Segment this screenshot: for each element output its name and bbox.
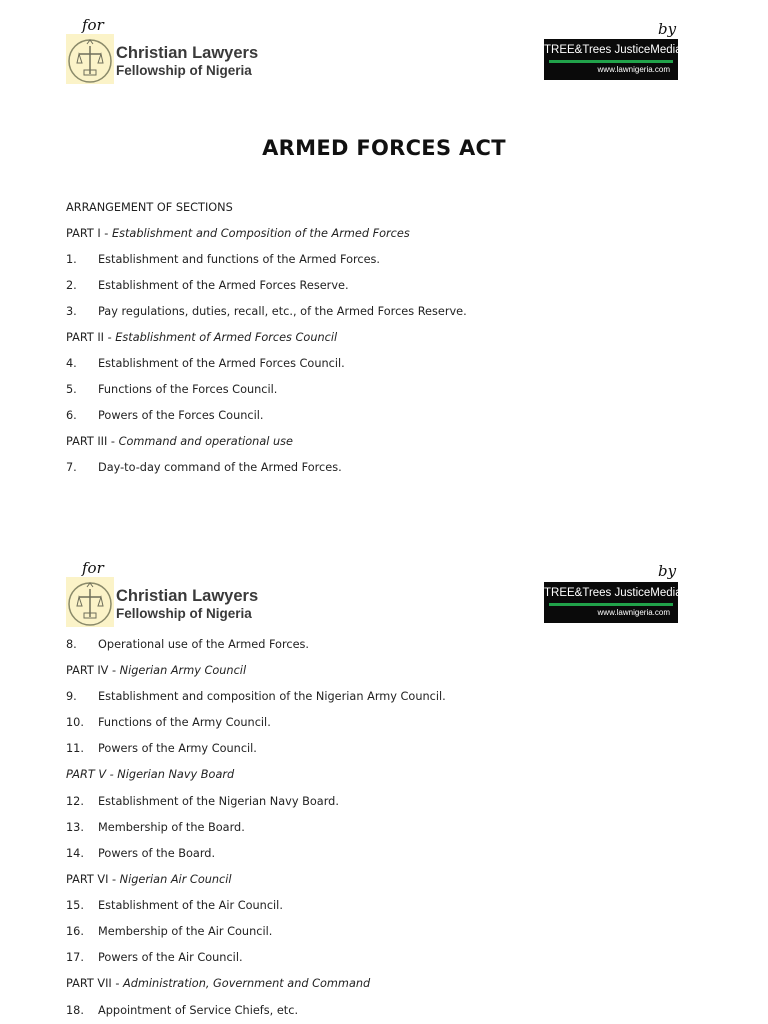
- section-number: 10.: [66, 716, 84, 729]
- section-item: [66, 925, 272, 939]
- document-title: ARMED FORCES ACT: [262, 136, 506, 160]
- justicemedia-logo: [544, 39, 682, 80]
- section-text: Appointment of Service Chiefs, etc.: [98, 1004, 299, 1017]
- part-heading: [66, 977, 370, 991]
- section-text: Membership of the Board.: [98, 821, 245, 834]
- section-item: [66, 279, 349, 293]
- section-item: [66, 357, 345, 371]
- section-number: 15.: [66, 899, 84, 912]
- christian-lawyers-logo: [66, 34, 266, 90]
- media-title: TREE&Trees JusticeMedia: [544, 587, 682, 599]
- section-number: 18.: [66, 1004, 84, 1017]
- org-name-line2: Fellowship of Nigeria: [116, 63, 252, 78]
- section-item: [66, 383, 277, 397]
- media-url: www.lawnigeria.com: [597, 608, 670, 617]
- part-title: Command and operational use: [118, 435, 293, 448]
- part-prefix: PART III -: [66, 435, 119, 448]
- section-text: Powers of the Air Council.: [98, 951, 243, 964]
- part-title: Establishment of Armed Forces Council: [115, 331, 338, 344]
- section-text: Functions of the Forces Council.: [98, 383, 278, 396]
- section-number: 8.: [66, 638, 77, 651]
- section-text: Pay regulations, duties, recall, etc., of the Armed Forces Reserve.: [98, 305, 467, 318]
- section-text: Powers of the Forces Council.: [98, 409, 264, 422]
- section-item: [66, 742, 257, 756]
- org-name-line1: Christian Lawyers: [116, 587, 259, 605]
- section-number: 17.: [66, 951, 84, 964]
- section-item: [66, 461, 342, 475]
- justicemedia-logo: [544, 582, 682, 623]
- section-item: [66, 847, 215, 861]
- section-text: Functions of the Army Council.: [98, 716, 271, 729]
- section-number: 11.: [66, 742, 84, 755]
- media-title: TREE&Trees JusticeMedia: [544, 44, 682, 56]
- section-item: [66, 795, 339, 809]
- part-heading: [66, 664, 246, 678]
- section-text: Establishment and functions of the Armed Forces.: [98, 253, 381, 266]
- section-number: 6.: [66, 409, 77, 422]
- part-heading: [66, 435, 293, 449]
- scales-of-justice-icon: [66, 577, 114, 627]
- section-text: Operational use of the Armed Forces.: [98, 638, 309, 651]
- part-title: Administration, Government and Command: [123, 977, 371, 990]
- by-label: by: [658, 20, 677, 38]
- part-title: Nigerian Army Council: [119, 664, 247, 677]
- christian-lawyers-logo: [66, 577, 266, 633]
- part-title: Establishment and Composition of the Armed Forces: [111, 227, 410, 240]
- section-text: Day-to-day command of the Armed Forces.: [98, 461, 342, 474]
- section-number: 4.: [66, 357, 77, 370]
- part-heading: [66, 873, 232, 887]
- section-number: 1.: [66, 253, 77, 266]
- part-heading: PART V - Nigerian Navy Board: [66, 768, 235, 781]
- section-text: Powers of the Board.: [98, 847, 216, 860]
- section-text: Establishment of the Nigerian Navy Board.: [98, 795, 339, 808]
- org-name-line2: Fellowship of Nigeria: [116, 606, 252, 621]
- org-name-line1: Christian Lawyers: [116, 44, 259, 62]
- part-heading: [66, 331, 337, 345]
- part-prefix: PART II -: [66, 331, 116, 344]
- for-label: for: [82, 16, 104, 34]
- part-prefix: PART I -: [66, 227, 112, 240]
- section-number: 2.: [66, 279, 77, 292]
- section-item: [66, 253, 380, 267]
- section-number: 7.: [66, 461, 77, 474]
- part-prefix: PART VI -: [66, 873, 120, 886]
- section-number: 5.: [66, 383, 77, 396]
- part-heading: [66, 227, 410, 241]
- media-bar: [549, 60, 673, 63]
- section-item: [66, 690, 446, 704]
- section-item: [66, 899, 283, 913]
- section-item: [66, 305, 467, 319]
- section-text: Powers of the Army Council.: [98, 742, 257, 755]
- media-url: www.lawnigeria.com: [597, 65, 670, 74]
- section-item: [66, 716, 271, 730]
- media-bar: [549, 603, 673, 606]
- section-text: Establishment of the Armed Forces Reserve.: [98, 279, 349, 292]
- by-label: by: [658, 562, 677, 580]
- section-text: Establishment of the Armed Forces Council.: [98, 357, 345, 370]
- section-item: [66, 638, 309, 652]
- section-number: 13.: [66, 821, 84, 834]
- part-prefix: PART IV -: [66, 664, 120, 677]
- section-number: 14.: [66, 847, 84, 860]
- part-prefix: PART VII -: [66, 977, 123, 990]
- section-number: 16.: [66, 925, 84, 938]
- section-text: Establishment and composition of the Nigerian Army Council.: [98, 690, 446, 703]
- section-text: Membership of the Air Council.: [98, 925, 273, 938]
- section-text: Establishment of the Air Council.: [98, 899, 283, 912]
- section-item: [66, 409, 263, 423]
- section-number: 12.: [66, 795, 84, 808]
- section-number: 3.: [66, 305, 77, 318]
- section-item: [66, 1004, 298, 1018]
- scales-of-justice-icon: [66, 34, 114, 84]
- section-item: [66, 951, 243, 965]
- arrangement-heading: ARRANGEMENT OF SECTIONS: [66, 201, 233, 214]
- part-title: Nigerian Air Council: [119, 873, 232, 886]
- section-number: 9.: [66, 690, 77, 703]
- for-label: for: [82, 559, 104, 577]
- section-item: [66, 821, 245, 835]
